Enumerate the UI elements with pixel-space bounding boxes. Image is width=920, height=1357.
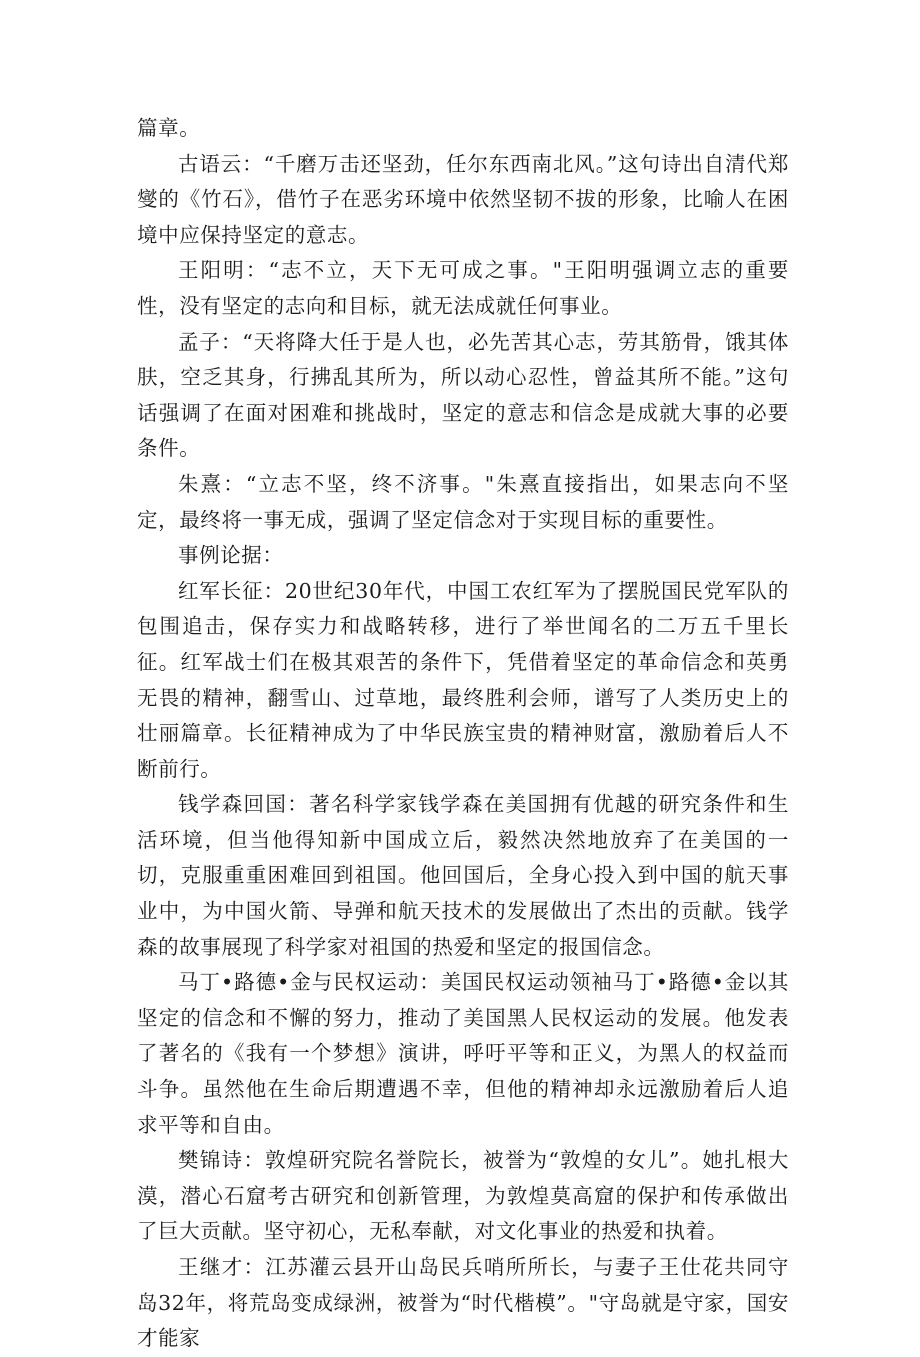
section-heading-examples: 事例论据： [178,543,284,568]
paragraph-wang-jicai: 王继才：江苏灌云县开山岛民兵哨所所长，与妻子王仕花共同守岛32年，将荒岛变成绿洲，被誉为“时代楷模”。"守岛就是守家，国安才能家 [137,1255,789,1351]
paragraph-fan-jinshi: 樊锦诗：敦煌研究院名誉院长，被誉为“敦煌的女儿”。她扎根大漠，潜心石窟考古研究和创新管理，为敦煌莫高窟的保护和传承做出了巨大贡献。坚守初心，无私奉献，对文化事业的热爱和执着。 [137,1148,789,1244]
paragraph-quote-mencius: 孟子：“天将降大任于是人也，必先苦其心志，劳其筋骨，饿其体肤，空乏其身，行拂乱其所为，所以动心忍性，曾益其所不能。”这句话强调了在面对困难和挑战时，坚定的意志和信念是成就大事的必要条件。 [137,329,789,461]
paragraph-mlk: 马丁•路德•金与民权运动：美国民权运动领袖马丁•路德•金以其坚定的信念和不懈的努力，推动了美国黑人民权运动的发展。他发表了著名的《我有一个梦想》演讲，呼吁平等和正义，为黑人的权益而斗争。虽然他在生命后期遭遇不幸，但他的精神却永远激励着后人追求平等和自由。 [137,970,789,1137]
paragraph-long-march: 红军长征：20世纪30年代，中国工农红军为了摆脱国民党军队的包围追击，保存实力和战略转移，进行了举世闻名的二万五千里长征。红军战士们在极其艰苦的条件下，凭借着坚定的革命信念和英勇无畏的精神，翻雪山、过草地，最终胜利会师，谱写了人类历史上的壮丽篇章。长征精神成为了中华民族宝贵的精神财富，激励着后人不断前行。 [137,578,789,781]
paragraph-quote-wangyangming: 王阳明：“志不立，天下无可成之事。"王阳明强调立志的重要性，没有坚定的志向和目标，就无法成就任何事业。 [137,258,789,318]
paragraph-quote-zhuxi: 朱熹：“立志不坚，终不济事。"朱熹直接指出，如果志向不坚定，最终将一事无成，强调了坚定信念对于实现目标的重要性。 [137,471,789,532]
paragraph-quote-zhengxie: 古语云：“千磨万击还坚劲，任尔东西南北风。”这句诗出自清代郑燮的《竹石》，借竹子在恶劣环境中依然坚韧不拔的形象，比喻人在困境中应保持坚定的意志。 [137,151,789,247]
paragraph-qian-xuesen: 钱学森回国：著名科学家钱学森在美国拥有优越的研究条件和生活环境，但当他得知新中国成立后，毅然决然地放弃了在美国的一切，克服重重困难回到祖国。他回国后，全身心投入到中国的航天事业中，为中国火箭、导弹和航天技术的发展做出了杰出的贡献。钱学森的故事展现了科学家对祖国的热爱和坚定的报国信念。 [137,792,789,959]
body-text [137,111,789,1357]
paragraph-continuation: 篇章。 [137,116,201,140]
